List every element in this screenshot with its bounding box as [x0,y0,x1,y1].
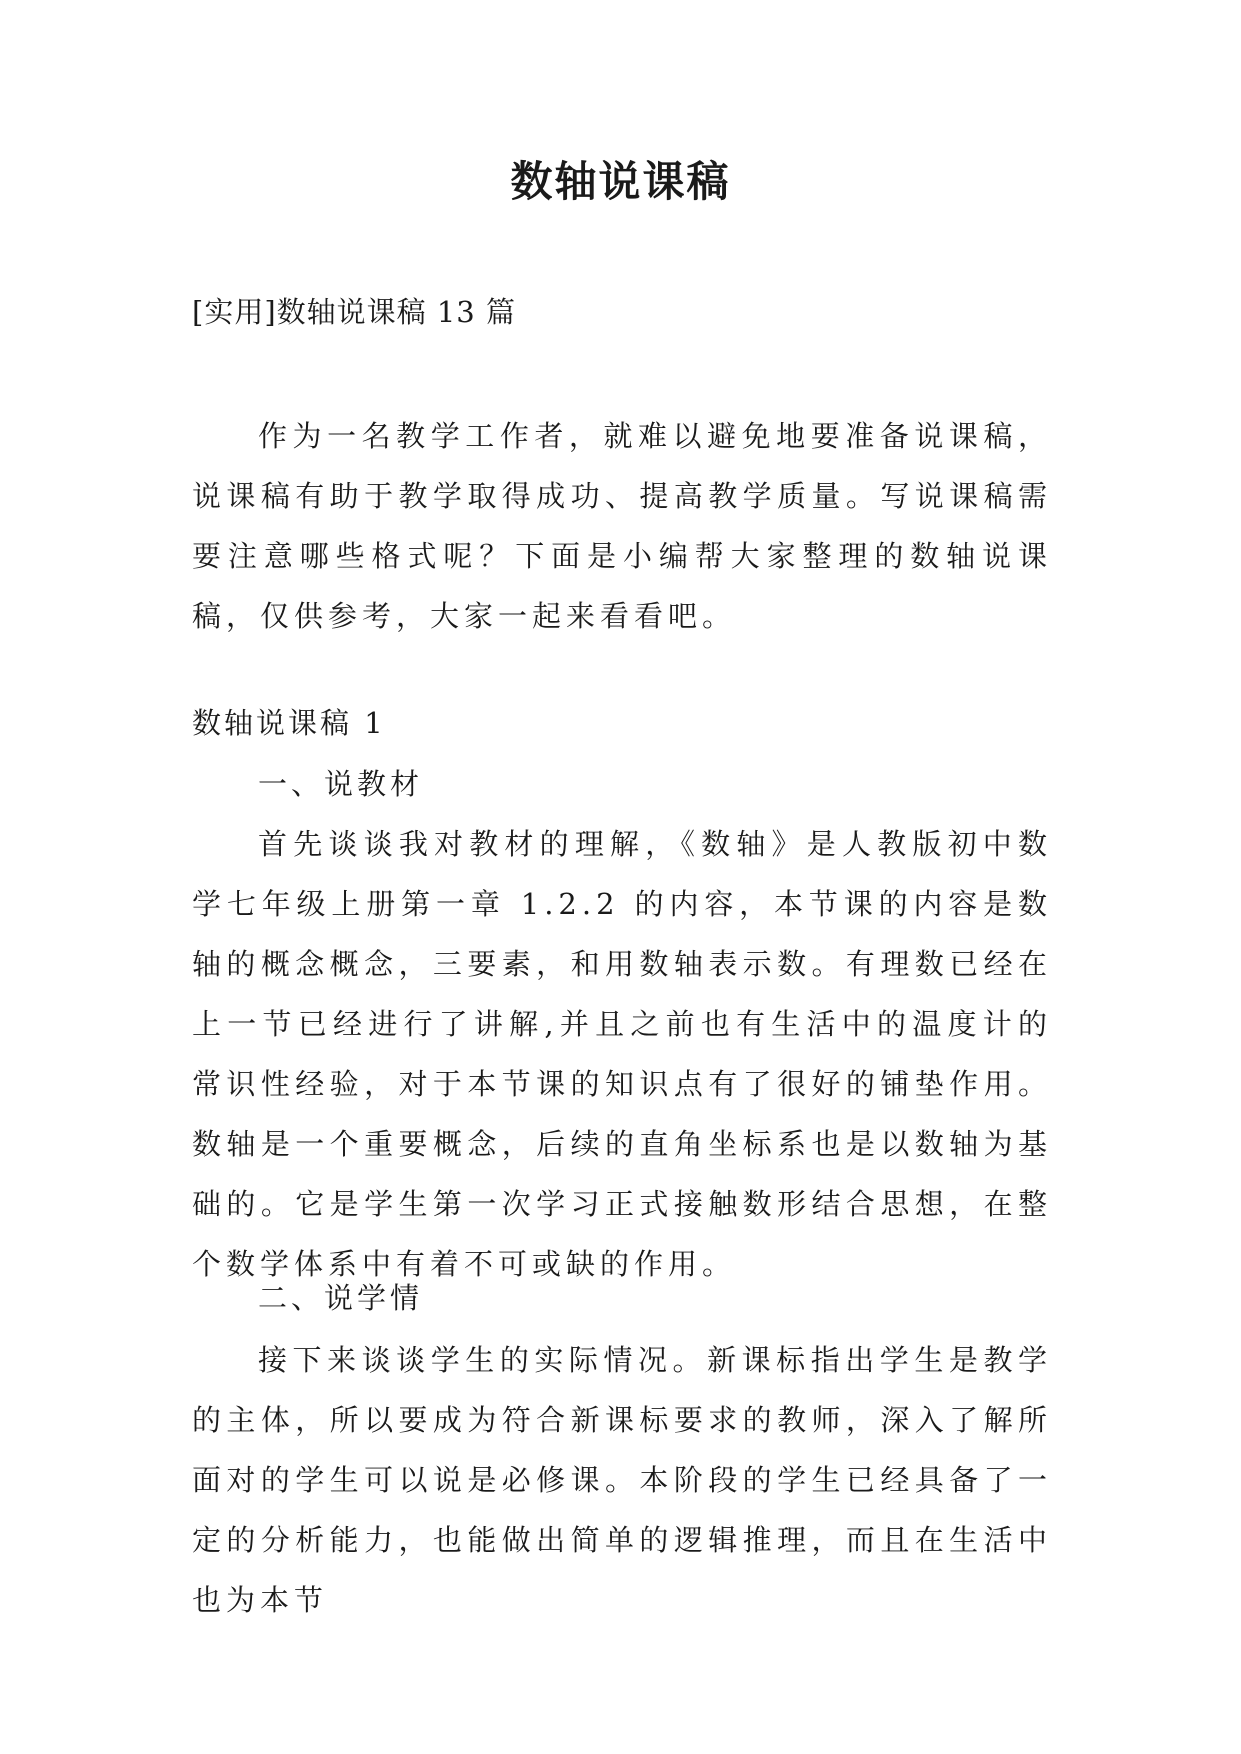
section-heading-textbook: 一、说教材 [258,767,424,801]
section-title: 数轴说课稿 1 [192,706,386,740]
document-title: 数轴说课稿 [510,157,731,206]
section-heading-students: 二、说学情 [258,1281,424,1315]
intro-paragraph: 作为一名教学工作者，就难以避免地要准备说课稿，说课稿有助于教学取得成功、提高教学质量。写说课稿需要注意哪些格式呢？下面是小编帮大家整理的数轴说课稿，仅供参考，大家一起来看看吧。 [192,419,1052,633]
document-subtitle: [实用]数轴说课稿 13 篇 [192,295,516,329]
students-paragraph: 接下来谈谈学生的实际情况。新课标指出学生是教学的主体，所以要成为符合新课标要求的教师，深入了解所面对的学生可以说是必修课。本阶段的学生已经具备了一定的分析能力，也能做出简单的逻辑推理，而且在生活中也为本节 [192,1343,1052,1617]
textbook-paragraph: 首先谈谈我对教材的理解，《数轴》是人教版初中数学七年级上册第一章 1.2.2 的内容，本节课的内容是数轴的概念概念，三要素，和用数轴表示数。有理数已经在上一节已经进行了讲解,并且之前也有生活中的温度计的常识性经验，对于本节课的知识点有了很好的铺垫作用。数轴是一个重要概念，后续的直角坐标系也是以数轴为基础的。它是学生第一次学习正式接触数形结合思想，在整个数学体系中有着不可或缺的作用。 [192,827,1052,1281]
